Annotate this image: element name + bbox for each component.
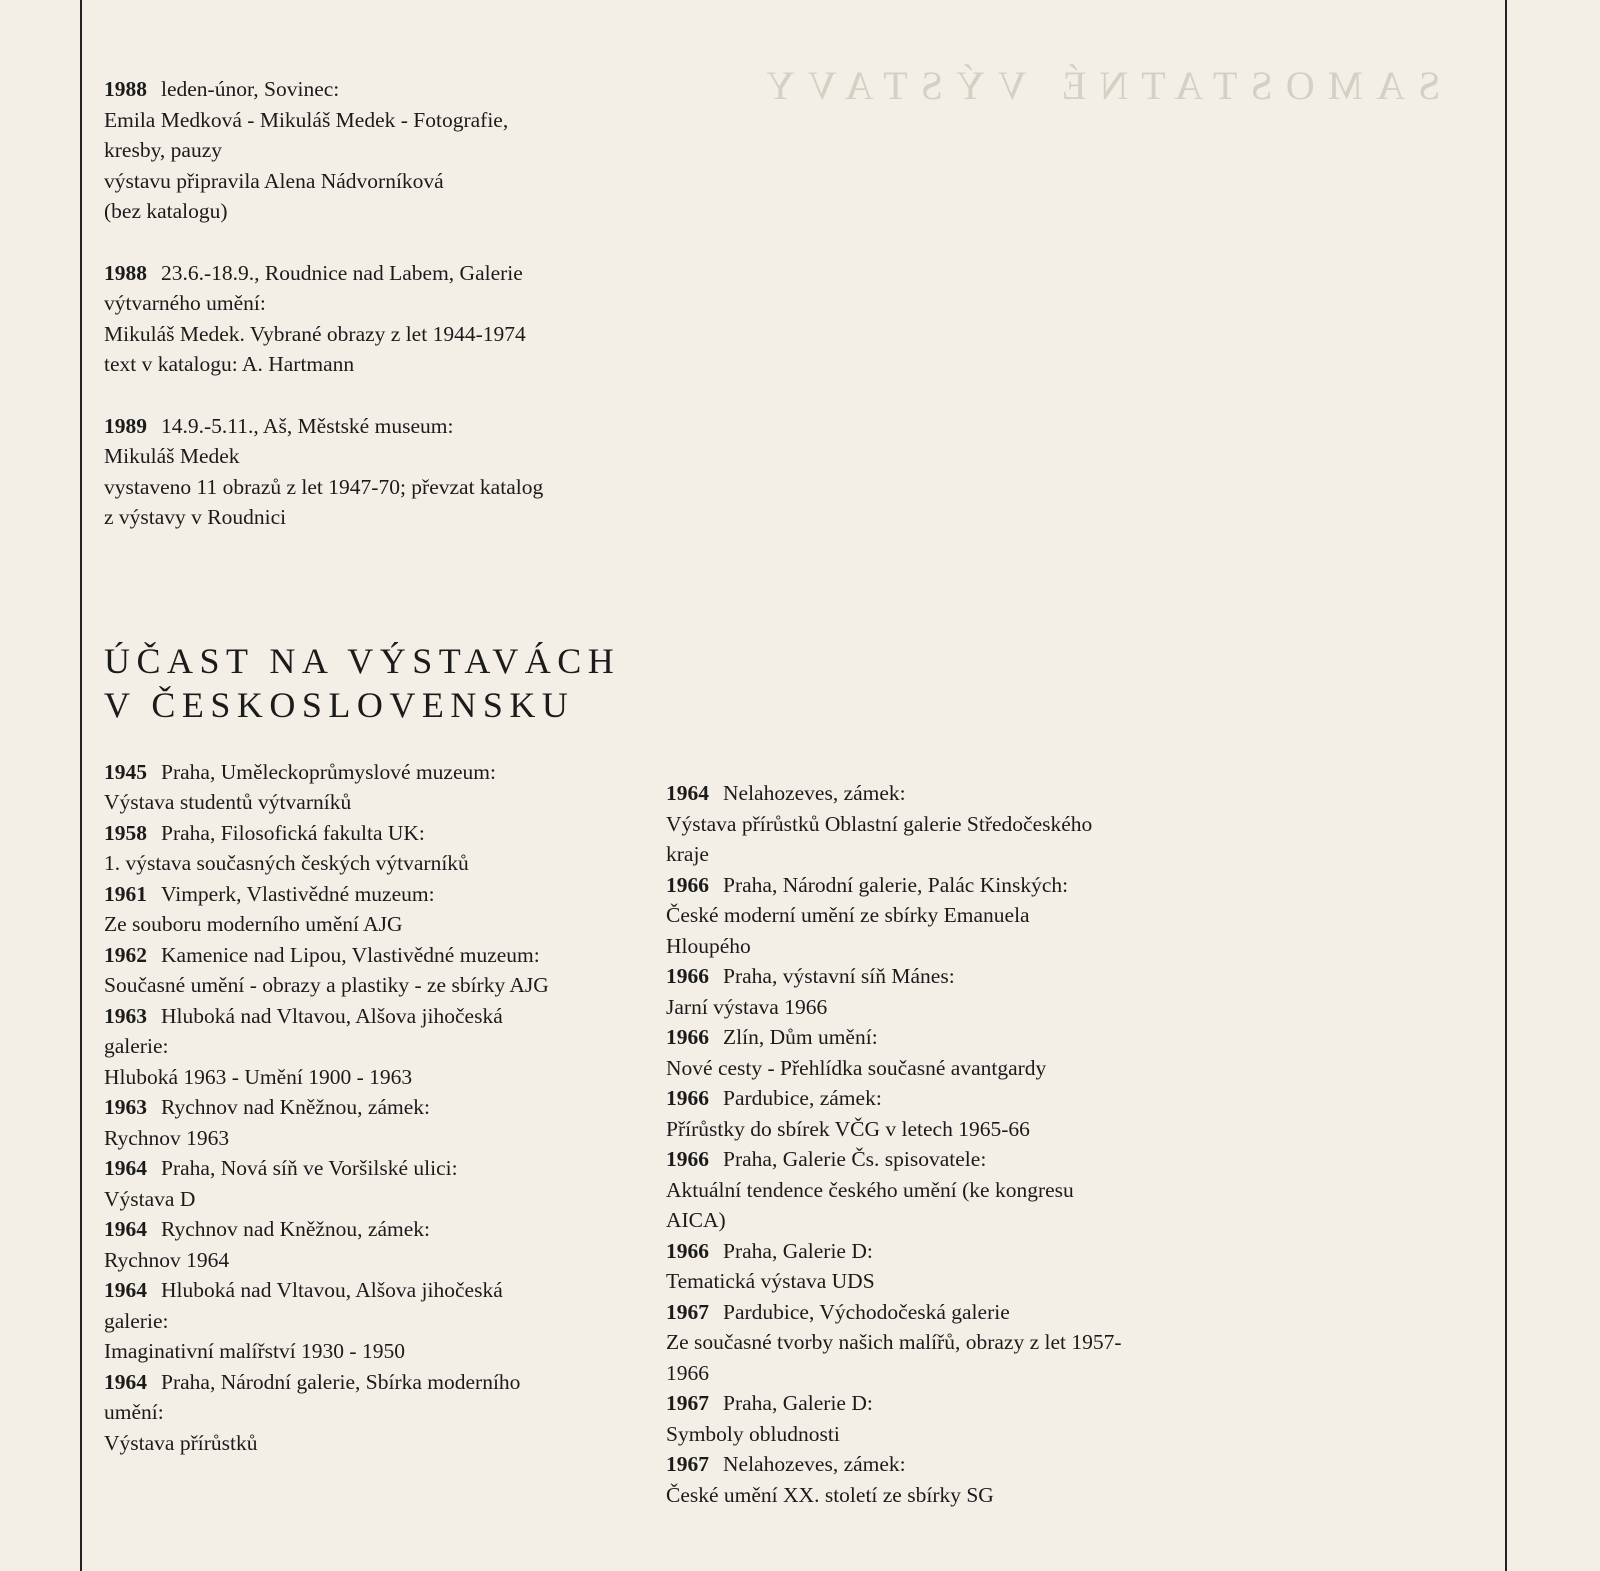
entry-header (666, 961, 1186, 992)
entry-year: 1967 (666, 1299, 709, 1324)
entry-title-line: Symboly obludnosti (666, 1421, 840, 1446)
entry-year: 1966 (666, 872, 709, 897)
entry-header (666, 1144, 1186, 1175)
entry-year: 1989 (104, 413, 147, 438)
entry-place: Praha, Galerie Čs. spisovatele: (723, 1147, 987, 1171)
entry-title-line: Výstava studentů výtvarníků (104, 790, 352, 814)
entry-title-line: Hluboká 1963 - Umění 1900 - 1963 (104, 1064, 413, 1089)
entry-place: leden-únor, Sovinec: (161, 77, 340, 101)
ghost-heading: SAMOSTATNÉ VÝSTAVY (752, 63, 1440, 108)
entry-place: Hluboká nad Vltavou, Alšova jihočeská (161, 1003, 503, 1028)
entry-year: 1966 (666, 1238, 709, 1263)
entry-place: Hluboká nad Vltavou, Alšova jihočeská (161, 1278, 503, 1302)
entry-year: 1964 (104, 1278, 147, 1302)
entry-header (104, 1153, 664, 1184)
entry-year: 1962 (104, 942, 147, 967)
exhibition-entry (666, 870, 1186, 962)
entry-title-line: Rychnov 1964 (104, 1247, 230, 1272)
entry-header (666, 778, 1186, 809)
exhibition-entry (104, 1214, 664, 1275)
entry-line: (bez katalogu) (104, 199, 228, 223)
entry-place: Praha, Národní galerie, Palác Kinských: (723, 872, 1069, 897)
entry-year: 1964 (666, 781, 709, 805)
solo-entry (104, 411, 664, 533)
entry-title-line: Současné umění - obrazy a plastiky - ze sbírky AJG (104, 973, 549, 997)
entry-line: Mikuláš Medek (104, 444, 240, 468)
entry-place: 23.6.-18.9., Roudnice nad Labem, Galerie (161, 260, 523, 285)
entry-year: 1958 (104, 820, 147, 845)
entry-header (104, 818, 664, 849)
entry-line: Mikuláš Medek. Vybrané obrazy z let 1944-1974 (104, 321, 526, 346)
entry-year: 1966 (666, 1086, 709, 1110)
section-heading-line: V ČESKOSLOVENSKU (104, 684, 575, 725)
entry-year: 1964 (104, 1217, 147, 1241)
entry-place: 14.9.-5.11., Aš, Městské museum: (161, 413, 454, 438)
entry-place: Praha, Filosofická fakulta UK: (161, 820, 425, 845)
entry-title-line: 1966 (666, 1360, 709, 1385)
entry-year: 1963 (104, 1095, 147, 1119)
entry-year: 1964 (104, 1369, 147, 1394)
entry-place: Praha, Národní galerie, Sbírka moderního (161, 1369, 521, 1394)
solo-exhibitions (104, 74, 664, 533)
entry-title-line: galerie: (104, 1308, 169, 1333)
entry-line: kresby, pauzy (104, 138, 223, 162)
entry-header (104, 1275, 664, 1306)
entry-header (104, 757, 664, 788)
entry-line: Emila Medková - Mikuláš Medek - Fotografie, (104, 107, 509, 132)
exhibition-entry (666, 1144, 1186, 1236)
entry-line: výstavu připravila Alena Nádvorníková (104, 168, 444, 193)
entry-header (104, 940, 664, 971)
left-column (104, 74, 664, 1458)
exhibition-entry (666, 1449, 1186, 1510)
entry-place: Nelahozeves, zámek: (723, 781, 906, 805)
entry-place: Praha, Galerie D: (723, 1391, 873, 1415)
exhibition-entry (666, 1022, 1186, 1083)
section-heading-line: ÚČAST NA VÝSTAVÁCH (104, 640, 621, 681)
entry-year: 1966 (666, 964, 709, 988)
entry-place: Nelahozeves, zámek: (723, 1452, 906, 1476)
entry-title-line: Hloupého (666, 933, 751, 958)
entry-title-line: AICA) (666, 1208, 726, 1232)
exhibition-entry (666, 961, 1186, 1022)
exhibition-entry (104, 757, 664, 818)
entry-header (104, 1214, 664, 1245)
entry-title-line: Ze současné tvorby našich malířů, obrazy z let 1957- (666, 1330, 1122, 1354)
entry-title-line: kraje (666, 842, 709, 866)
entry-year: 1961 (104, 881, 147, 906)
entry-place: Pardubice, zámek: (723, 1086, 882, 1110)
entry-line: z výstavy v Roudnici (104, 505, 287, 529)
entry-title-line: Tematická výstava UDS (666, 1269, 875, 1293)
entry-place: Vimperk, Vlastivědné muzeum: (161, 881, 435, 906)
entry-line: výtvarného umění: (104, 291, 266, 315)
right-margin-rule (1505, 0, 1507, 1571)
entry-place: Praha, Nová síň ve Voršilské ulici: (161, 1156, 458, 1180)
section-heading (104, 639, 664, 727)
exhibition-entry (104, 1275, 664, 1367)
entry-year: 1945 (104, 759, 147, 784)
exhibition-entry (104, 1001, 664, 1093)
exhibition-entry (104, 1092, 664, 1153)
group-exhibitions-list-right (666, 778, 1186, 1510)
entry-header (104, 1367, 664, 1398)
exhibition-entry (104, 1367, 664, 1459)
entry-header (666, 1236, 1186, 1267)
entry-place: Pardubice, Východočeská galerie (723, 1299, 1010, 1324)
entry-place: Praha, Galerie D: (723, 1238, 873, 1263)
left-margin-rule (80, 0, 82, 1571)
entry-place: Zlín, Dům umění: (723, 1025, 878, 1049)
entry-place: Kamenice nad Lipou, Vlastivědné muzeum: (161, 942, 540, 967)
exhibition-entry (666, 778, 1186, 870)
exhibition-entry (666, 1388, 1186, 1449)
entry-year: 1963 (104, 1003, 147, 1028)
entry-place: Praha, Uměleckoprůmyslové muzeum: (161, 759, 496, 784)
entry-header (666, 1388, 1186, 1419)
entry-header (666, 870, 1186, 901)
entry-place: Praha, výstavní síň Mánes: (723, 964, 955, 988)
entry-title-line: Rychnov 1963 (104, 1125, 230, 1150)
entry-header (666, 1449, 1186, 1480)
group-exhibitions-list-left (104, 757, 664, 1459)
entry-title-line: Výstava D (104, 1186, 196, 1211)
solo-entry (104, 74, 664, 227)
right-column (666, 778, 1186, 1510)
entry-place: Rychnov nad Kněžnou, zámek: (161, 1217, 431, 1241)
exhibition-entry (666, 1236, 1186, 1297)
entry-header (666, 1297, 1186, 1328)
entry-header (666, 1022, 1186, 1053)
entry-title-line: České moderní umění ze sbírky Emanuela (666, 903, 1030, 927)
entry-year: 1966 (666, 1147, 709, 1171)
entry-title-line: České umění XX. století ze sbírky SG (666, 1482, 994, 1507)
entry-header (104, 1092, 664, 1123)
exhibition-entry (666, 1297, 1186, 1389)
exhibition-entry (104, 940, 664, 1001)
entry-header (104, 879, 664, 910)
entry-title-line: Výstava přírůstků Oblastní galerie Středočeského (666, 811, 1093, 836)
entry-year: 1964 (104, 1156, 147, 1180)
entry-title-line: Aktuální tendence českého umění (ke kongresu (666, 1177, 1074, 1202)
entry-header (666, 1083, 1186, 1114)
entry-title-line: Nové cesty - Přehlídka současné avantgardy (666, 1055, 1047, 1080)
entry-title-line: Přírůstky do sbírek VČG v letech 1965-66 (666, 1116, 1030, 1141)
entry-title-line: 1. výstava současných českých výtvarníků (104, 851, 469, 875)
exhibition-entry (104, 818, 664, 879)
entry-title-line: galerie: (104, 1034, 169, 1058)
entry-year: 1988 (104, 260, 147, 285)
exhibition-entry (104, 879, 664, 940)
exhibition-entry (104, 1153, 664, 1214)
entry-line: text v katalogu: A. Hartmann (104, 352, 355, 376)
solo-entry (104, 258, 664, 380)
entry-year: 1967 (666, 1452, 709, 1476)
entry-header (104, 1001, 664, 1032)
exhibition-entry (666, 1083, 1186, 1144)
entry-year: 1966 (666, 1025, 709, 1049)
entry-title-line: umění: (104, 1400, 164, 1424)
entry-line: vystaveno 11 obrazů z let 1947-70; převzat katalog (104, 474, 544, 499)
entry-year: 1967 (666, 1391, 709, 1415)
entry-title-line: Výstava přírůstků (104, 1430, 258, 1455)
entry-title-line: Jarní výstava 1966 (666, 994, 828, 1019)
entry-place: Rychnov nad Kněžnou, zámek: (161, 1095, 431, 1119)
entry-year: 1988 (104, 77, 147, 101)
entry-title-line: Ze souboru moderního umění AJG (104, 912, 403, 936)
entry-title-line: Imaginativní malířství 1930 - 1950 (104, 1339, 405, 1363)
